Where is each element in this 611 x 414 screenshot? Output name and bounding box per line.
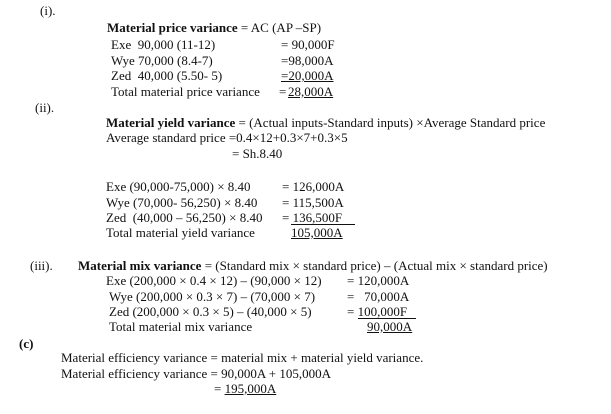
part-ii-heading-formula: = (Actual inputs-Standard inputs) ×Average Standard price <box>235 115 546 130</box>
part-c-line-3-value: 195,000A <box>224 381 277 396</box>
part-i-row-value: =98,000A <box>281 53 334 68</box>
part-i-row-value: = 90,000F <box>281 37 335 52</box>
part-iii-label: (iii). <box>30 258 53 273</box>
part-i-total-value: 28,000A <box>288 84 334 99</box>
part-ii-heading-title: Material yield variance <box>106 115 236 130</box>
part-ii-row-desc: Exe (90,000-75,000) × 8.40 <box>106 179 251 194</box>
part-i-total-desc: Total material price variance <box>111 84 260 99</box>
part-ii-row-value: = 136,500F <box>282 210 343 225</box>
part-iii-row-desc: Zed (200,000 × 0.3 × 5) – (40,000 × 5) <box>109 304 312 319</box>
part-iii-row-value: = 100,000F <box>347 304 408 319</box>
part-iii-row-value: = 120,000A <box>347 273 410 288</box>
part-i-heading <box>107 21 321 34</box>
part-ii-heading <box>106 116 545 129</box>
part-i-row-desc: Zed 40,000 (5.50- 5) <box>111 68 223 83</box>
part-ii-avg-line: Average standard price =0.4×12+0.3×7+0.3×5 <box>106 130 348 145</box>
part-c-line-1: Material efficiency variance = material mix + material yield variance. <box>61 350 424 365</box>
part-c-line-3 <box>214 382 276 395</box>
part-iii-total-value: 90,000A <box>367 319 413 334</box>
part-i-heading-formula: = AC (AP –SP) <box>237 20 322 35</box>
part-i-row-desc: Wye 70,000 (8.4-7) <box>111 53 213 68</box>
part-c-line-3-eq: = <box>214 381 225 396</box>
part-iii-heading <box>78 259 548 272</box>
part-iii-heading-formula: = (Standard mix × standard price) – (Actual mix × standard price) <box>201 258 548 273</box>
part-ii-row-desc: Wye (70,000- 56,250) × 8.40 <box>106 195 258 210</box>
part-i-heading-title: Material price variance <box>107 20 238 35</box>
part-i-row-desc: Exe 90,000 (11-12) <box>111 37 216 52</box>
part-i-row-value: =20,000A <box>281 68 334 83</box>
part-ii-avg-result: = Sh.8.40 <box>232 146 283 161</box>
part-i-label: (i). <box>40 3 56 18</box>
part-i-total-eq: = <box>279 84 287 99</box>
part-iii-row-desc: Wye (200,000 × 0.3 × 7) – (70,000 × 7) <box>109 289 316 304</box>
part-iii-row-desc: Exe (200,000 × 0.4 × 12) – (90,000 × 12) <box>106 273 322 288</box>
part-iii-row-value: = 70,000A <box>347 289 410 304</box>
part-ii-row-value: = 115,500A <box>282 195 344 210</box>
part-ii-row-value: = 126,000A <box>282 179 345 194</box>
part-c-label: (c) <box>19 336 34 351</box>
part-ii-row-desc: Zed (40,000 – 56,250) × 8.40 <box>106 210 263 225</box>
part-ii-total-desc: Total material yield variance <box>106 225 255 240</box>
part-iii-total-desc: Total material mix variance <box>109 319 253 334</box>
part-c-line-2: Material efficiency variance = 90,000A + 105,000A <box>61 366 332 381</box>
part-ii-total-value: 105,000A <box>291 225 343 240</box>
part-ii-label: (ii). <box>35 100 55 115</box>
part-iii-heading-title: Material mix variance <box>78 258 202 273</box>
